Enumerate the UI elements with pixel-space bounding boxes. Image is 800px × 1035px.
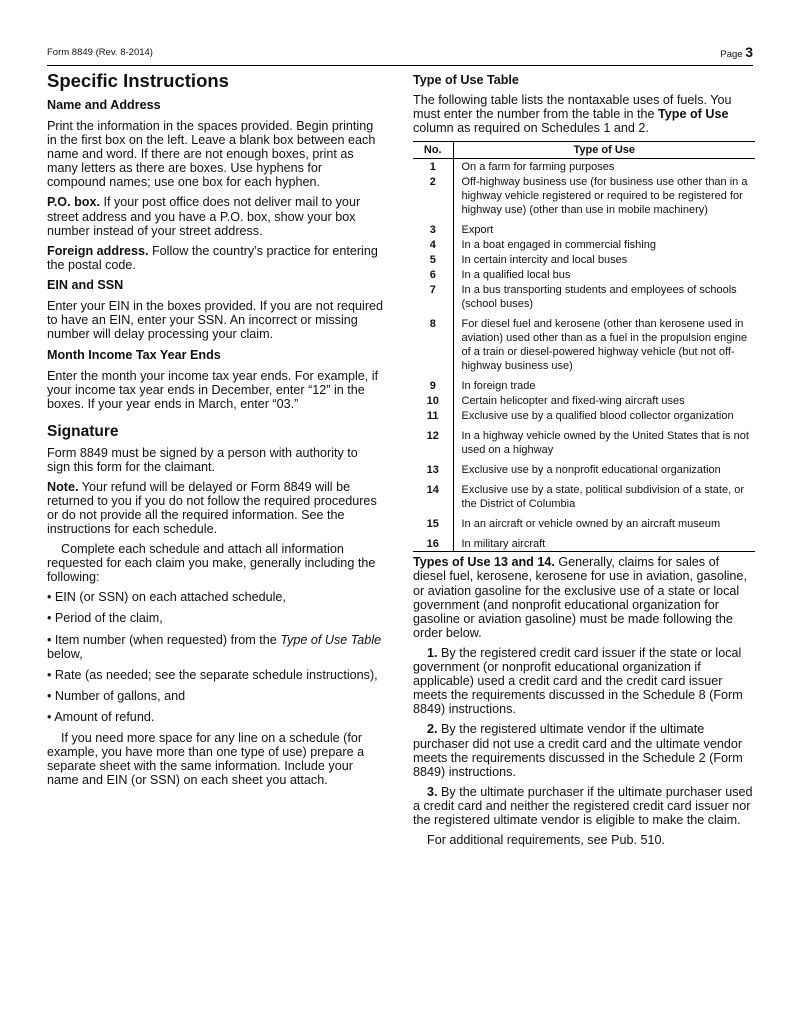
note-paragraph (47, 480, 384, 536)
order-3-number: 3. (427, 784, 438, 799)
bullet-item-italic: Type of Use Table (280, 632, 382, 647)
po-box-label: P.O. box. (47, 195, 100, 210)
order-3-text: By the ultimate purchaser if the ultimate purchaser used a credit card and neither the registered credit card issuer nor the registered ultimate vendor is eligible to make the claim. (413, 784, 753, 827)
table-row (413, 316, 755, 378)
row-type: Export (461, 224, 494, 237)
row-number: 10 (413, 393, 453, 408)
month-income-text: Enter the month your income tax year ends. For example, if your income tax year ends in December, enter “12” in the boxes. If your year ends in March, enter “03.” (47, 369, 379, 412)
column-header-type: Type of Use (453, 142, 755, 159)
table-row (413, 174, 755, 222)
row-number: 12 (413, 428, 453, 462)
table-row (413, 536, 755, 552)
row-type: In military aircraft (461, 538, 546, 551)
more-space-text: If you need more space for any line on a schedule (for example, you have more than one type of use) prepare a separate sheet with the same information. Include your name and EIN (or SSN) on each sheet you attach. (47, 731, 365, 788)
bullet-item-number (47, 633, 384, 661)
table-row (413, 378, 755, 393)
row-number: 9 (413, 378, 453, 393)
row-type: Exclusive use by a qualified blood collector organization (461, 410, 734, 423)
order-1-number: 1. (427, 645, 438, 660)
row-number: 5 (413, 252, 453, 267)
row-type: In a bus transporting students and employees of schools (school buses) (461, 284, 737, 311)
table-row (413, 222, 755, 237)
foreign-address-paragraph (47, 244, 384, 272)
row-number: 14 (413, 482, 453, 516)
table-row (413, 282, 755, 316)
row-type: In foreign trade (461, 380, 536, 393)
table-row (413, 252, 755, 267)
row-number: 6 (413, 267, 453, 282)
page-number (720, 44, 753, 60)
order-2-paragraph (413, 722, 755, 778)
po-box-text: If your post office does not deliver mail to your street address and you have a P.O. box, show your box number instead of your street address. (47, 195, 361, 238)
type-of-use-table (413, 141, 755, 552)
foreign-address-text: Follow the country’s practice for entering the postal code. (47, 243, 378, 272)
name-address-text: Print the information in the spaces provided. Begin printing in the first box on the left. Leave a blank box between each name and word. If there are not enough boxes, print as many letters as there are boxes. Use hyphens for compound names; use one box for each hyphen. (47, 119, 376, 190)
type-of-use-heading: Type of Use Table (413, 73, 519, 87)
bullet-ein: • EIN (or SSN) on each attached schedule, (47, 590, 286, 605)
bullet-item-pre: • Item number (when requested) from the (47, 632, 281, 647)
column-header-no: No. (413, 142, 453, 159)
right-column (413, 70, 755, 853)
row-number: 15 (413, 516, 453, 536)
row-type: In a qualified local bus (461, 269, 571, 282)
table-row (413, 408, 755, 428)
section-title: Specific Instructions (47, 70, 229, 91)
table-header-row (413, 142, 755, 159)
bullet-rate: • Rate (as needed; see the separate schedule instructions), (47, 667, 378, 682)
row-type: On a farm for farming purposes (461, 161, 615, 174)
row-type: In a highway vehicle owned by the United States that is not used on a highway (461, 430, 749, 457)
table-intro (413, 93, 755, 135)
row-number: 16 (413, 536, 453, 552)
bullet-period: • Period of the claim, (47, 611, 163, 626)
order-1-paragraph (413, 646, 755, 716)
table-intro-pre: The following table lists the nontaxable uses of fuels. You must enter the number from the table in the (413, 93, 732, 122)
bullet-gallons: • Number of gallons, and (47, 688, 186, 703)
types-13-14-text: Generally, claims for sales of diesel fuel, kerosene, kerosene for use in aviation, gasoline, or aviation gasoline for the exclusive use of a state or local government (and nonprofit educational organization for gasoline or aviation gasoline) must be made following the order below. (413, 555, 747, 640)
bullet-refund: • Amount of refund. (47, 709, 155, 724)
row-number: 7 (413, 282, 453, 316)
order-2-text: By the registered ultimate vendor if the ultimate purchaser did not use a credit card and the ultimate vendor meets the requirements discussed in the Schedule 2 (Form 8849) instructions. (413, 722, 743, 779)
row-type: Exclusive use by a state, political subdivision of a state, or the District of Columbia (461, 484, 744, 511)
row-number: 11 (413, 408, 453, 428)
table-row (413, 428, 755, 462)
complete-schedule-text: Complete each schedule and attach all information requested for each claim you make, generally including the following: (47, 542, 376, 585)
page-header (47, 44, 753, 66)
foreign-address-label: Foreign address. (47, 243, 149, 258)
order-2-number: 2. (427, 722, 438, 737)
table-row (413, 159, 755, 175)
page-number-value: 3 (745, 44, 753, 60)
form-identifier: Form 8849 (Rev. 8-2014) (47, 47, 153, 58)
note-label: Note. (47, 479, 79, 494)
heading-month-income: Month Income Tax Year Ends (47, 348, 221, 363)
page-label: Page (720, 49, 743, 60)
row-number: 2 (413, 174, 453, 222)
table-row (413, 516, 755, 536)
row-type: For diesel fuel and kerosene (other than kerosene used in aviation) used other than as a fuel in the propulsion engine of a train or diesel-powered highway vehicle (but not off-highway business use) (461, 318, 748, 373)
types-13-14-label: Types of Use 13 and 14. (413, 555, 555, 570)
bullet-item-post: below, (47, 646, 83, 661)
ein-ssn-text: Enter your EIN in the boxes provided. If you are not required to have an EIN, enter your SSN. An incorrect or missing number will delay processing your claim. (47, 298, 384, 342)
order-1-text: By the registered credit card issuer if the state or local government (or nonprofit educational organization if applicable) used a credit card and the credit card issuer meets the requirements discussed in the Schedule 8 (Form 8849) instructions. (413, 645, 743, 717)
heading-ein-ssn: EIN and SSN (47, 277, 124, 292)
row-number: 1 (413, 159, 453, 175)
row-type: In certain intercity and local buses (461, 254, 628, 267)
row-number: 4 (413, 237, 453, 252)
row-type: In an aircraft or vehicle owned by an aircraft museum (461, 518, 721, 531)
table-row (413, 393, 755, 408)
row-type: Off-highway business use (for business use other than in a highway vehicle registered or required to be registered for highway use) (other than use in mobile machinery) (461, 176, 748, 217)
row-number: 13 (413, 462, 453, 482)
table-row (413, 267, 755, 282)
row-type: Exclusive use by a nonprofit educational organization (461, 464, 721, 477)
row-number: 8 (413, 316, 453, 378)
table-row (413, 482, 755, 516)
row-type: In a boat engaged in commercial fishing (461, 239, 656, 252)
heading-signature: Signature (47, 422, 119, 440)
signature-text: Form 8849 must be signed by a person with authority to sign this form for the claimant. (47, 445, 358, 474)
row-number: 3 (413, 222, 453, 237)
table-intro-post: column as required on Schedules 1 and 2. (413, 121, 649, 136)
left-column (47, 70, 384, 793)
row-type: Certain helicopter and fixed-wing aircraft uses (461, 395, 685, 408)
types-13-14-paragraph (413, 555, 755, 640)
additional-requirements: For additional requirements, see Pub. 510. (427, 833, 666, 848)
po-box-paragraph (47, 195, 384, 237)
table-row (413, 237, 755, 252)
heading-name-address: Name and Address (47, 98, 161, 112)
table-row (413, 462, 755, 482)
table-intro-bold: Type of Use (658, 107, 729, 122)
order-3-paragraph (413, 785, 755, 827)
note-text: Your refund will be delayed or Form 8849 will be returned to you if you do not follow the required procedures or do not provide all the required information. See the instructions for each schedule. (47, 479, 377, 536)
